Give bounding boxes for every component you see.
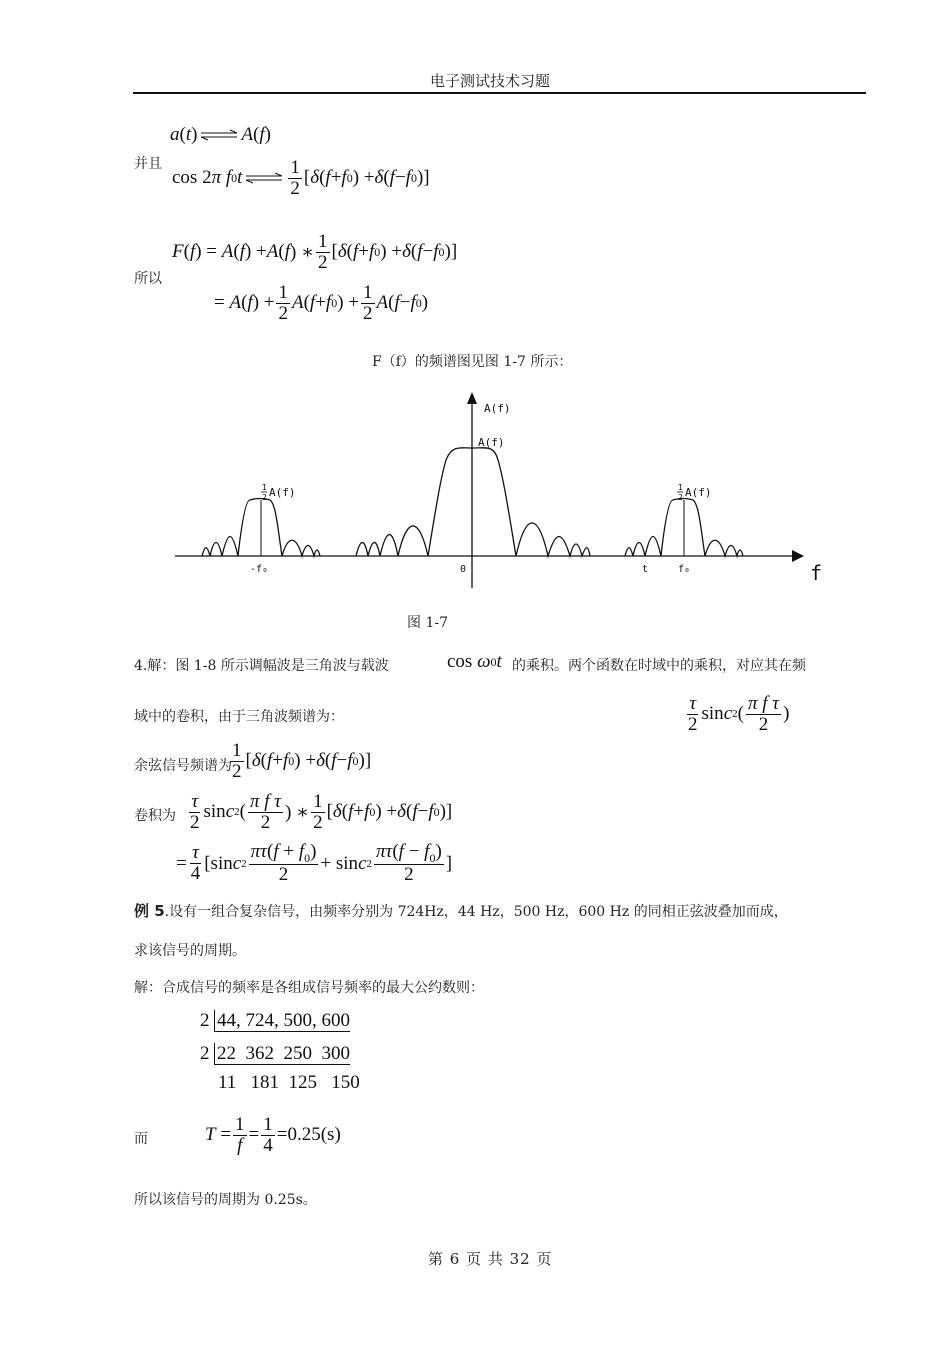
q4-line1-tail: 的乘积。两个函数在时域中的乘积，对应其在频: [512, 658, 806, 674]
page-header-title: 电子测试技术习题: [430, 72, 551, 90]
right-half-num: 1: [678, 483, 683, 492]
left-peak-label: A(f): [269, 486, 296, 499]
triangle-spectrum-formula: $\frac{\tau}{2}$ sin c 2 ( $\frac{\text{π f τ}}{2}$ ): [688, 693, 790, 735]
cosine-pair-equation: cos 2 π f 0 t $\frac{1}{2}$ [ δ ( f + f 0 ) + δ ( f − f 0 )]: [172, 157, 430, 199]
div-row2-values: 22 362 250 300: [214, 1043, 350, 1065]
cosine-pair-arrow-icon: [244, 172, 284, 184]
div-row1-divisor: 2: [200, 1010, 210, 1031]
center-peak-label: A(f): [478, 436, 505, 449]
tick-f0: f₀: [678, 564, 691, 575]
div-row1-values: 44, 724, 500, 600: [214, 1010, 350, 1032]
f-axis-arrow-icon: [792, 550, 804, 562]
tick-neg-f0: -f₀: [250, 564, 269, 575]
example5-label: 例 5: [134, 902, 165, 920]
gcd-division-table: [200, 1010, 400, 1100]
cos-spectrum-formula: $\frac{1}{2}$ [ δ ( f + f 0 ) + δ ( f − f 0 )]: [232, 740, 372, 782]
div-row3-values: 11 181 125 150: [218, 1072, 360, 1093]
convolution-formula-line1: $\frac{\tau}{2}$ sin c 2 ( $\frac{\text{π f τ}}{2}$ ) ∗ $\frac{1}{2}$ [ δ ( f + f 0 ) + δ ( f − f 0 )]: [190, 791, 453, 833]
conv-label: 卷积为: [134, 808, 176, 824]
example5-line1: [134, 900, 788, 921]
figure-intro-line: F（f）的频谱图见图 1-7 所示：: [372, 354, 573, 370]
er-label: 而: [134, 1131, 148, 1147]
right-peak-label: A(f): [685, 486, 712, 499]
period-formula: T = $\frac{1}{f}$ = $\frac{1}{4}$ = 0.25(s): [205, 1114, 341, 1156]
div-row2-divisor: 2: [200, 1043, 210, 1064]
q4-line2: 域中的卷积，由于三角波频谱为：: [134, 709, 344, 725]
carrier-expression: cos ω 0 t: [447, 651, 502, 672]
conclusion-line: 所以该信号的周期为 0.25s。: [134, 1192, 317, 1208]
suo-yi-label: 所以: [134, 271, 162, 287]
bing-qie-label: 并且: [134, 156, 162, 172]
q4-line1: 4.解：图 1-8 所示调幅波是三角波与载波: [134, 658, 389, 674]
left-half-den: 2: [262, 493, 267, 502]
example5-line2: 求该信号的周期。: [134, 943, 246, 959]
spectrum-equation-line2: = A ( f ) + $\frac{1}{2}$ A ( f + f 0 ) + $\frac{1}{2}$ A ( f − f 0 ): [214, 282, 429, 324]
fourier-pair-equation: a ( t ) A ( f ): [170, 124, 271, 145]
example5-text1: .设有一组合复杂信号，由频率分别为 724Hz，44 Hz，500 Hz，600 Hz 的同相正弦波叠加而成，: [164, 904, 788, 920]
center-spectrum-curve: [356, 448, 590, 556]
period-result: 0.25(s): [287, 1124, 341, 1146]
right-half-den: 2: [678, 493, 683, 502]
spectrum-equation-line1: F ( f ) = A ( f ) + A ( f ) ∗ $\frac{1}{2}$ [ δ ( f + f 0 ) + δ ( f − f 0 )]: [172, 231, 458, 273]
fourier-pair-arrow-icon: [199, 129, 239, 141]
left-half-num: 1: [262, 483, 267, 492]
axis-top-label: A(f): [484, 402, 511, 415]
tick-t: t: [642, 564, 649, 575]
figure-caption: 图 1-7: [407, 615, 448, 631]
amplitude-axis-arrow-icon: [467, 392, 477, 404]
tick-zero: 0: [460, 564, 467, 575]
convolution-formula-line2: = $\frac{\tau}{4}$ [sin c 2 $\frac{\pi\tau(f + f_0)}{2}$ + sin c 2 $\frac{\pi\tau(f - f_0)}{2}$ ]: [176, 841, 453, 886]
cos-spectrum-label: 余弦信号频谱为: [134, 758, 232, 774]
example5-solution: 解：合成信号的频率是各组成信号频率的最大公约数则：: [134, 980, 484, 996]
page-footer: 第 6 页 共 32 页: [428, 1250, 553, 1268]
header-rule: [133, 92, 866, 94]
axis-f-label: f: [810, 561, 823, 585]
spectrum-figure: [170, 390, 830, 590]
